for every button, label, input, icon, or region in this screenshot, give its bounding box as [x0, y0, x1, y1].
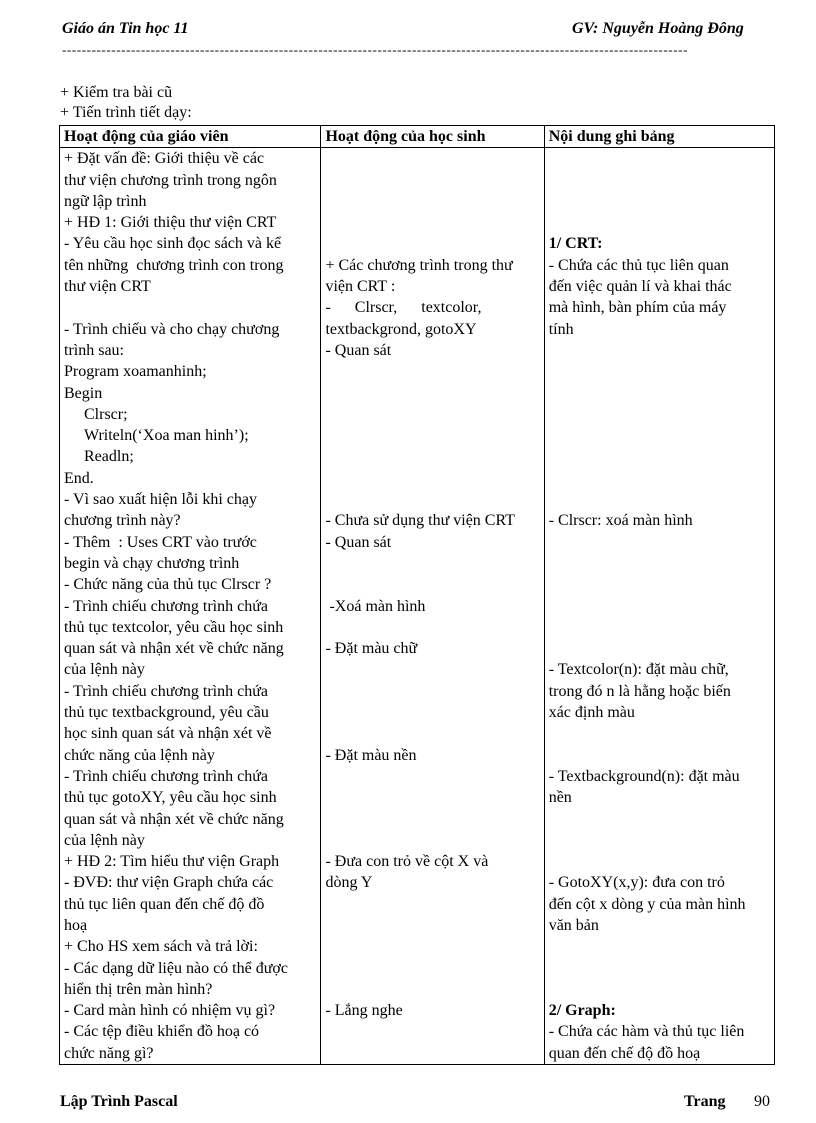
board-content-line: 2/ Graph:	[548, 1002, 616, 1020]
board-content-line	[549, 383, 770, 404]
student-activity-line: + Các chương trình trong thư	[325, 256, 513, 274]
board-content-line	[549, 532, 770, 553]
teacher-activity-line: Readln;	[84, 448, 134, 466]
teacher-activity-line: - Trình chiếu chương trình chứa	[64, 767, 268, 785]
teacher-activity-line: thủ tục textcolor, yêu cầu học sinh	[64, 618, 284, 636]
board-content-cell	[544, 148, 774, 1065]
student-activity-line: - Đặt màu nền	[325, 746, 417, 764]
student-activity-line: - Quan sát	[325, 341, 392, 359]
student-activity-line	[325, 361, 539, 382]
board-content-line	[549, 617, 770, 638]
student-activity-line: dòng Y	[325, 874, 373, 892]
board-content-line: - Textbackground(n): đặt màu	[548, 767, 740, 785]
student-activity-line	[325, 958, 539, 979]
intro-progress: + Tiến trình tiết dạy:	[60, 104, 192, 121]
board-content-line	[549, 851, 770, 872]
intro-review: + Kiểm tra bài cũ	[60, 84, 173, 101]
footer-page-number: 90	[754, 1093, 770, 1110]
header-dashed-rule: -------------------------------------------------------------------------------------------------------------------------------	[62, 44, 688, 56]
student-activity-line	[325, 233, 539, 254]
student-activity-line	[325, 617, 539, 638]
board-content-line: - Clrscr: xoá màn hình	[548, 512, 693, 530]
board-content-line	[549, 446, 770, 467]
board-content-line	[549, 425, 770, 446]
board-content-line	[549, 212, 770, 233]
board-content-line: trong đó n là hằng hoặc biến	[548, 682, 731, 700]
board-content-line	[549, 979, 770, 1000]
student-activity-line	[325, 212, 539, 233]
teacher-activity-line: - Các dạng dữ liệu nào có thể được	[64, 959, 288, 977]
student-activity-line	[325, 404, 539, 425]
teacher-activity-line	[64, 297, 316, 318]
student-activity-line	[325, 446, 539, 467]
board-content-line: - Chứa các thủ tục liên quan	[548, 256, 729, 274]
student-activity-line	[325, 553, 539, 574]
teacher-activity-line: - Các tệp điều khiển đồ hoạ có	[64, 1023, 260, 1041]
student-activity-line	[325, 170, 539, 191]
teacher-activity-line: ngữ lập trình	[64, 192, 147, 210]
board-content-line: đến việc quản lí và khai thác	[548, 278, 732, 296]
student-activity-line	[325, 830, 539, 851]
teacher-activity-line: - Chức năng của thủ tục Clrscr ?	[64, 576, 272, 594]
student-activity-line	[325, 191, 539, 212]
board-content-line: mà hình, bàn phím của máy	[548, 299, 727, 317]
board-content-line	[549, 468, 770, 489]
board-content-line	[549, 723, 770, 744]
teacher-activity-line: - ĐVĐ: thư viện Graph chứa các	[64, 874, 274, 892]
student-activity-line	[325, 468, 539, 489]
teacher-activity-line: quan sát và nhận xét về chức năng	[64, 810, 284, 828]
board-content-line: nền	[548, 789, 572, 807]
student-activity-line	[325, 489, 539, 510]
student-activity-line: - Lắng nghe	[325, 1002, 403, 1020]
board-content-line	[549, 361, 770, 382]
student-activity-line: -Xoá màn hình	[325, 597, 426, 615]
board-content-line	[549, 936, 770, 957]
teacher-activity-line: Writeln(‘Xoa man hinh’);	[84, 427, 249, 445]
board-content-line: tính	[548, 320, 574, 338]
header-course-title: Giáo án Tin học 11	[62, 20, 189, 37]
teacher-activity-line: - Trình chiếu chương trình chứa	[64, 597, 268, 615]
board-content-line	[549, 404, 770, 425]
teacher-activity-line: Begin	[64, 384, 103, 402]
header-board-content: Nội dung ghi bảng	[544, 126, 774, 148]
student-activity-line	[325, 383, 539, 404]
board-content-line	[549, 809, 770, 830]
teacher-activity-line: thủ tục textbackground, yêu cầu	[64, 704, 269, 722]
header-student-activity: Hoạt động của học sinh	[321, 126, 544, 148]
teacher-activity-line: học sinh quan sát và nhận xét về	[64, 725, 272, 743]
student-activity-line	[325, 574, 539, 595]
student-activity-line	[325, 723, 539, 744]
board-content-line	[549, 170, 770, 191]
teacher-activity-line: hoạ	[64, 916, 88, 934]
student-activity-line	[325, 894, 539, 915]
teacher-activity-line: - Thêm : Uses CRT vào trước	[64, 533, 257, 551]
teacher-activity-line: thủ tục gotoXY, yêu cầu học sinh	[64, 789, 277, 807]
board-content-line	[549, 191, 770, 212]
board-content-line	[549, 596, 770, 617]
student-activity-line: - Chưa sử dụng thư viện CRT	[325, 512, 515, 530]
student-activity-line	[325, 425, 539, 446]
teacher-activity-line: của lệnh này	[64, 661, 145, 679]
board-content-line	[549, 958, 770, 979]
footer-subject: Lập Trình Pascal	[60, 1093, 178, 1110]
student-activity-cell	[321, 148, 544, 1065]
teacher-activity-line: quan sát và nhận xét về chức năng	[64, 640, 284, 658]
teacher-activity-line: trình sau:	[64, 341, 124, 359]
student-activity-line	[325, 681, 539, 702]
teacher-activity-line: của lệnh này	[64, 831, 145, 849]
student-activity-line	[325, 766, 539, 787]
student-activity-line: textbackgrond, gotoXY	[325, 320, 477, 338]
board-content-line	[549, 638, 770, 659]
teacher-activity-line: Clrscr;	[84, 405, 128, 423]
teacher-activity-cell	[60, 148, 321, 1065]
board-content-line	[549, 489, 770, 510]
header-teacher-activity: Hoạt động của giáo viên	[60, 126, 321, 148]
board-content-line: quan đến chế độ đồ hoạ	[548, 1044, 701, 1062]
student-activity-line: - Clrscr, textcolor,	[325, 299, 482, 317]
teacher-activity-line: - Vì sao xuất hiện lỗi khi chạy	[64, 491, 257, 509]
teacher-activity-line: chức năng của lệnh này	[64, 746, 215, 764]
teacher-activity-line: thủ tục liên quan đến chế độ đồ	[64, 895, 265, 913]
teacher-activity-line: chức năng gì?	[64, 1044, 154, 1062]
teacher-activity-line: + Đặt vấn đề: Giới thiệu về các	[64, 150, 265, 168]
teacher-activity-line: tên những chương trình con trong	[64, 256, 284, 274]
board-content-line: - Chứa các hàm và thủ tục liên	[548, 1023, 745, 1041]
teacher-activity-line: chương trình này?	[64, 512, 181, 530]
teacher-activity-line: Program xoamanhinh;	[64, 363, 207, 381]
header-teacher-name: GV: Nguyễn Hoàng Đông	[572, 20, 744, 37]
lesson-table	[59, 125, 775, 1065]
student-activity-line	[325, 787, 539, 808]
teacher-activity-line: - Yêu cầu học sinh đọc sách và kể	[64, 235, 282, 253]
board-content-line	[549, 745, 770, 766]
board-content-line	[549, 340, 770, 361]
student-activity-line	[325, 979, 539, 1000]
teacher-activity-line: + Cho HS xem sách và trả lời:	[64, 938, 258, 956]
student-activity-line: - Đưa con trỏ về cột X và	[325, 853, 489, 871]
board-content-line: - Textcolor(n): đặt màu chữ,	[548, 661, 729, 679]
student-activity-line	[325, 148, 539, 169]
student-activity-line	[325, 936, 539, 957]
board-content-line	[549, 830, 770, 851]
teacher-activity-line: thư viện chương trình trong ngôn	[64, 171, 277, 189]
table-header-row	[60, 126, 775, 148]
table-row	[60, 148, 775, 1065]
teacher-activity-line: - Trình chiếu chương trình chứa	[64, 682, 268, 700]
student-activity-line: - Đặt màu chữ	[325, 640, 418, 658]
teacher-activity-line: + HĐ 1: Giới thiệu thư viện CRT	[64, 214, 277, 232]
board-content-line: xác định màu	[548, 704, 635, 722]
board-content-line	[549, 553, 770, 574]
board-content-line: - GotoXY(x,y): đưa con trỏ	[548, 874, 725, 892]
student-activity-line	[325, 659, 539, 680]
teacher-activity-line: + HĐ 2: Tìm hiểu thư viện Graph	[64, 853, 280, 871]
teacher-activity-line: hiển thị trên màn hình?	[64, 980, 213, 998]
teacher-activity-line: - Trình chiếu và cho chạy chương	[64, 320, 280, 338]
board-content-line	[549, 574, 770, 595]
student-activity-line: viện CRT :	[325, 278, 396, 296]
student-activity-line	[325, 915, 539, 936]
teacher-activity-line: thư viện CRT	[64, 278, 151, 296]
teacher-activity-line: begin và chạy chương trình	[64, 554, 240, 572]
student-activity-line: - Quan sát	[325, 533, 392, 551]
student-activity-line	[325, 809, 539, 830]
teacher-activity-line: End.	[64, 469, 94, 487]
board-content-line: 1/ CRT:	[548, 235, 603, 253]
board-content-line: văn bản	[548, 916, 599, 934]
board-content-line: đến cột x dòng y của màn hình	[548, 895, 746, 913]
footer-page-label: Trang	[684, 1093, 726, 1110]
board-content-line	[549, 148, 770, 169]
student-activity-line	[325, 702, 539, 723]
teacher-activity-line: - Card màn hình có nhiệm vụ gì?	[64, 1002, 276, 1020]
